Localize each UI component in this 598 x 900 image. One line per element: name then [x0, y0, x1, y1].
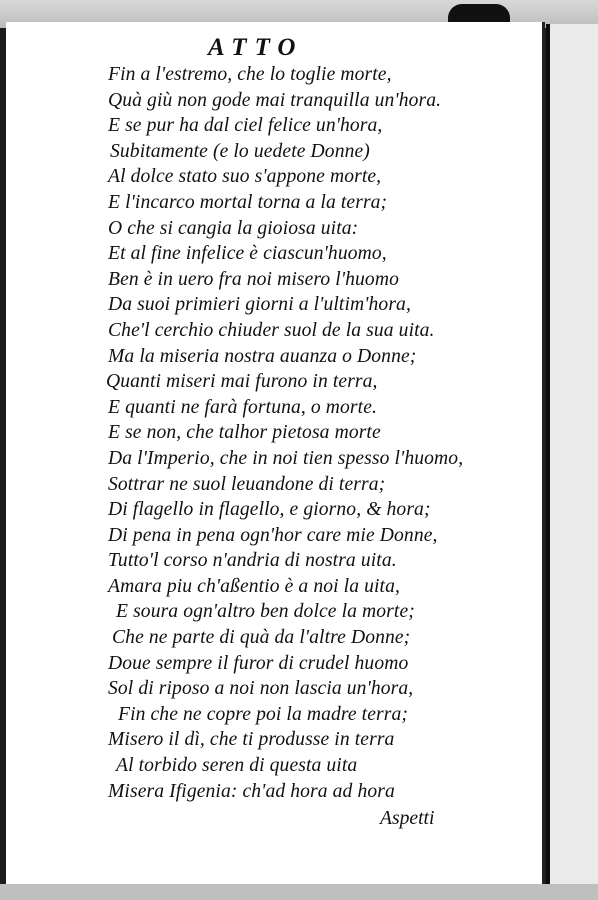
verse-line: Al torbido seren di questa uita — [116, 755, 358, 777]
verse-line: Al dolce stato suo s'appone morte, — [108, 166, 382, 188]
verse-line: Amara piu ch'aßentio è a noi la uita, — [108, 575, 400, 597]
verse-line: Di flagello in flagello, e giorno, & hora; — [108, 499, 431, 521]
verse-line: Quà giù non gode mai tranquilla un'hora. — [108, 89, 442, 111]
verse-line: E se pur ha dal ciel felice un'hora, — [108, 115, 383, 137]
verse-line: Ben è in uero fra noi misero l'huomo — [108, 268, 399, 290]
verse-line: O che si cangia la gioiosa uita: — [108, 217, 359, 239]
bottom-background-band — [0, 884, 598, 900]
verse-line: Quanti miseri mai furono in terra, — [106, 371, 378, 393]
verse-line: E l'incarco mortal torna a la terra; — [108, 191, 388, 213]
running-head: ATTO — [208, 34, 304, 61]
catchword: Aspetti — [380, 808, 435, 829]
verse-line: Da suoi primieri giorni a l'ultim'hora, — [108, 294, 411, 316]
verse-line: Da l'Imperio, che in noi tien spesso l'huomo, — [108, 447, 464, 469]
verse-line: Subitamente (e lo uedete Donne) — [110, 140, 370, 162]
verse-line: Sottrar ne suol leuandone di terra; — [108, 473, 386, 495]
verse-line: Di pena in pena ogn'hor care mie Donne, — [108, 524, 438, 546]
verse-line: Che ne parte di quà da l'altre Donne; — [112, 627, 411, 649]
verse-line: Sol di riposo a noi non lascia un'hora, — [108, 678, 414, 700]
verse-line: Et al fine infelice è ciascun'huomo, — [108, 243, 387, 265]
verse-line: Tutto'l corso n'andria di nostra uita. — [108, 550, 397, 572]
verse-line: E soura ogn'altro ben dolce la morte; — [116, 601, 415, 623]
verse-line: Fin a l'estremo, che lo toglie morte, — [108, 64, 392, 85]
verse-line: Che'l cerchio chiuder suol de la sua uita. — [108, 319, 435, 341]
verse-line: Misero il dì, che ti produsse in terra — [108, 729, 395, 751]
verse-line: Misera Ifigenia: ch'ad hora ad hora — [108, 780, 395, 802]
facing-page-edge — [546, 24, 598, 884]
poem-verses — [108, 62, 463, 804]
verse-line: E quanti ne farà fortuna, o morte. — [108, 396, 377, 418]
verse-line: Doue sempre il furor di crudel huomo — [108, 652, 409, 674]
verse-line: E se non, che talhor pietosa morte — [108, 422, 381, 444]
verse-line: Fin che ne copre poi la madre terra; — [118, 703, 408, 725]
verse-line: Ma la miseria nostra auanza o Donne; — [108, 345, 417, 367]
